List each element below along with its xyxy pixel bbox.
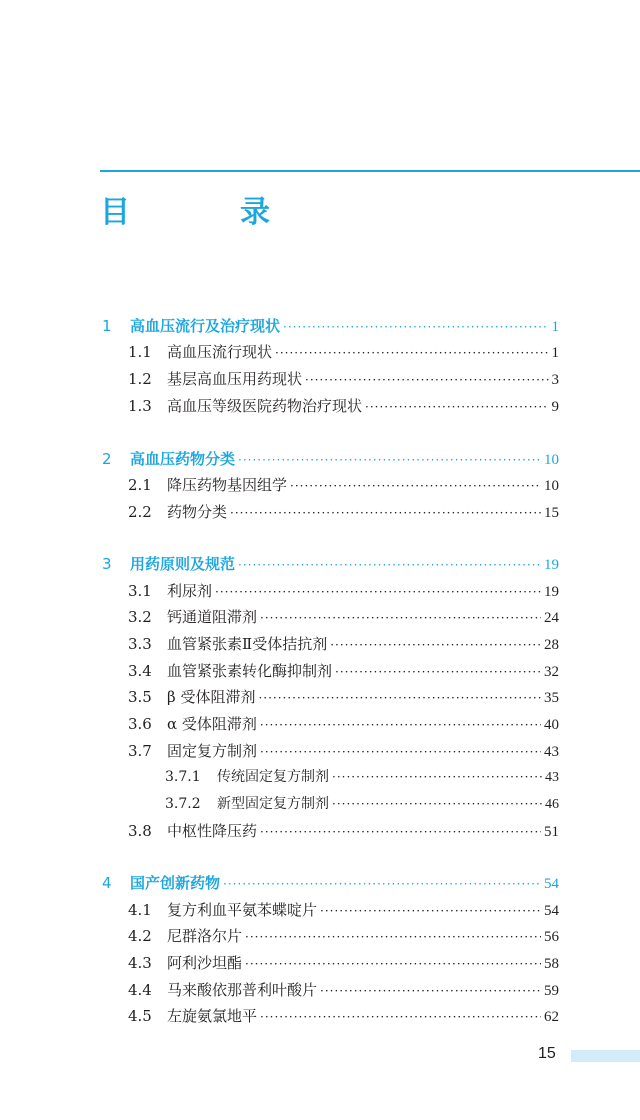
toc-entry-page: 40 bbox=[544, 717, 559, 733]
dot-leader bbox=[275, 342, 548, 364]
dot-leader bbox=[238, 554, 541, 576]
dot-leader bbox=[230, 502, 541, 524]
dot-leader bbox=[332, 793, 542, 815]
toc-entry-number: 2.1 bbox=[128, 476, 152, 494]
toc-entry-number: 2.2 bbox=[128, 503, 152, 521]
toc-entry[interactable] bbox=[128, 952, 559, 974]
toc-entry-label: 固定复方制剂 bbox=[167, 742, 258, 760]
toc-entry[interactable] bbox=[128, 633, 559, 655]
toc-entry-page: 54 bbox=[544, 903, 559, 919]
footer-bar bbox=[571, 1050, 640, 1062]
toc-entry-number: 3.3 bbox=[128, 635, 152, 653]
toc-entry-label: 降压药物基因组学 bbox=[167, 476, 288, 494]
dot-leader bbox=[260, 1006, 541, 1028]
dot-leader bbox=[260, 607, 541, 629]
toc-entry-label: 高血压流行及治疗现状 bbox=[130, 317, 281, 335]
toc-entry-number: 3.2 bbox=[128, 608, 152, 626]
toc-entry-number: 3.5 bbox=[128, 688, 152, 706]
dot-leader bbox=[290, 475, 541, 497]
toc-entry-number: 3.4 bbox=[128, 662, 152, 680]
dot-leader bbox=[258, 687, 541, 709]
toc-entry-page: 19 bbox=[544, 584, 559, 600]
toc-entry-page: 43 bbox=[545, 770, 559, 785]
toc-entry-label: 中枢性降压药 bbox=[167, 822, 258, 840]
toc-entry-label: 用药原则及规范 bbox=[130, 555, 236, 573]
dot-leader bbox=[245, 926, 541, 948]
toc-entry[interactable] bbox=[128, 341, 559, 363]
toc-entry[interactable] bbox=[128, 1005, 559, 1027]
toc-entry-number: 3 bbox=[102, 555, 112, 573]
dot-leader bbox=[365, 396, 548, 418]
toc-entry-page: 24 bbox=[544, 610, 559, 626]
toc-entry-label: 国产创新药物 bbox=[130, 874, 221, 892]
dot-leader bbox=[260, 821, 541, 843]
toc-entry-page: 10 bbox=[544, 452, 559, 468]
toc-entry-number: 3.8 bbox=[128, 822, 152, 840]
toc-entry-page: 54 bbox=[544, 876, 559, 892]
page-number: 15 bbox=[538, 1045, 556, 1062]
dot-leader bbox=[238, 449, 541, 471]
toc-entry-page: 28 bbox=[544, 637, 559, 653]
dot-leader bbox=[260, 714, 541, 736]
toc-entry-label: 阿利沙坦酯 bbox=[167, 954, 243, 972]
toc-entry[interactable] bbox=[102, 872, 559, 894]
toc-entry-number: 3.7.2 bbox=[165, 796, 201, 812]
toc-entry-label: α 受体阻滞剂 bbox=[167, 715, 257, 733]
toc-entry[interactable] bbox=[165, 766, 559, 788]
toc-entry-label: 血管紧张素转化酶抑制剂 bbox=[167, 662, 333, 680]
toc-entry-number: 4.2 bbox=[128, 927, 152, 945]
toc-entry-page: 35 bbox=[544, 690, 559, 706]
toc-entry[interactable] bbox=[128, 979, 559, 1001]
toc-entry-label: 基层高血压用药现状 bbox=[167, 370, 303, 388]
toc-entry-page: 58 bbox=[544, 956, 559, 972]
toc-entry[interactable] bbox=[128, 580, 559, 602]
toc-entry[interactable] bbox=[128, 395, 559, 417]
toc-entry[interactable] bbox=[128, 740, 559, 762]
toc-entry-number: 3.7.1 bbox=[165, 769, 201, 785]
toc-entry-label: 复方利血平氨苯蝶啶片 bbox=[167, 901, 318, 919]
toc-entry-number: 4.3 bbox=[128, 954, 152, 972]
dot-leader bbox=[260, 741, 541, 763]
toc-entry-number: 1.1 bbox=[128, 343, 152, 361]
toc-entry-page: 56 bbox=[544, 929, 559, 945]
dot-leader bbox=[245, 953, 541, 975]
toc-entry-number: 4.4 bbox=[128, 981, 152, 999]
toc-entry-number: 4 bbox=[102, 874, 112, 892]
toc-entry-label: 利尿剂 bbox=[167, 582, 213, 600]
toc-entry[interactable] bbox=[128, 474, 559, 496]
toc-entry-label: 高血压等级医院药物治疗现状 bbox=[167, 397, 363, 415]
toc-entry-label: 尼群洛尔片 bbox=[167, 927, 243, 945]
dot-leader bbox=[332, 766, 542, 788]
dot-leader bbox=[215, 581, 541, 603]
toc-entry[interactable] bbox=[128, 368, 559, 390]
toc-entry-label: 传统固定复方制剂 bbox=[217, 769, 329, 785]
toc-entry-number: 2 bbox=[102, 450, 112, 468]
toc-entry[interactable] bbox=[128, 899, 559, 921]
dot-leader bbox=[320, 900, 541, 922]
toc-entry[interactable] bbox=[128, 501, 559, 523]
toc-entry[interactable] bbox=[128, 713, 559, 735]
toc-entry[interactable] bbox=[102, 553, 559, 575]
dot-leader bbox=[330, 634, 541, 656]
toc-entry-page: 46 bbox=[545, 797, 559, 812]
toc-entry-label: 血管紧张素Ⅱ受体拮抗剂 bbox=[167, 635, 328, 653]
toc-entry-page: 19 bbox=[544, 557, 559, 573]
toc-entry-label: 马来酸依那普利叶酸片 bbox=[167, 981, 318, 999]
toc-entry-number: 1.2 bbox=[128, 370, 152, 388]
dot-leader bbox=[305, 369, 548, 391]
toc-entry-number: 4.1 bbox=[128, 901, 152, 919]
page-title: 目 录 bbox=[100, 195, 310, 230]
toc-entry-label: 高血压流行现状 bbox=[167, 343, 273, 361]
toc-entry-label: β 受体阻滞剂 bbox=[167, 688, 256, 706]
toc-entry-label: 钙通道阻滞剂 bbox=[167, 608, 258, 626]
toc-entry-number: 3.6 bbox=[128, 715, 152, 733]
toc-entry-page: 59 bbox=[544, 983, 559, 999]
dot-leader bbox=[283, 316, 548, 338]
toc-entry[interactable] bbox=[128, 925, 559, 947]
toc-entry-page: 32 bbox=[544, 664, 559, 680]
toc-entry-number: 4.5 bbox=[128, 1007, 152, 1025]
toc-entry[interactable] bbox=[102, 315, 559, 337]
toc-entry-page: 62 bbox=[544, 1009, 559, 1025]
toc-entry-number: 1 bbox=[102, 317, 112, 335]
toc-entry-page: 1 bbox=[551, 319, 559, 335]
dot-leader bbox=[335, 661, 541, 683]
toc-entry-page: 43 bbox=[544, 744, 559, 760]
toc-entry-number: 1.3 bbox=[128, 397, 152, 415]
toc-entry-page: 3 bbox=[551, 372, 559, 388]
dot-leader bbox=[320, 980, 541, 1002]
toc-entry[interactable] bbox=[128, 686, 559, 708]
toc-entry[interactable] bbox=[128, 660, 559, 682]
toc-entry-label: 高血压药物分类 bbox=[130, 450, 236, 468]
dot-leader bbox=[223, 873, 541, 895]
toc-entry-label: 药物分类 bbox=[167, 503, 228, 521]
toc-entry-number: 3.7 bbox=[128, 742, 152, 760]
toc-entry-label: 左旋氨氯地平 bbox=[167, 1007, 258, 1025]
toc-entry[interactable] bbox=[102, 448, 559, 470]
toc-entry[interactable] bbox=[128, 820, 559, 842]
toc-entry-page: 10 bbox=[544, 478, 559, 494]
toc-entry-page: 51 bbox=[544, 824, 559, 840]
toc-entry-page: 1 bbox=[551, 345, 559, 361]
toc-entry[interactable] bbox=[128, 606, 559, 628]
toc-entry-number: 3.1 bbox=[128, 582, 152, 600]
toc-entry-page: 9 bbox=[551, 399, 559, 415]
toc-entry-page: 15 bbox=[544, 505, 559, 521]
toc-entry[interactable] bbox=[165, 793, 559, 815]
toc-entry-label: 新型固定复方制剂 bbox=[217, 796, 329, 812]
